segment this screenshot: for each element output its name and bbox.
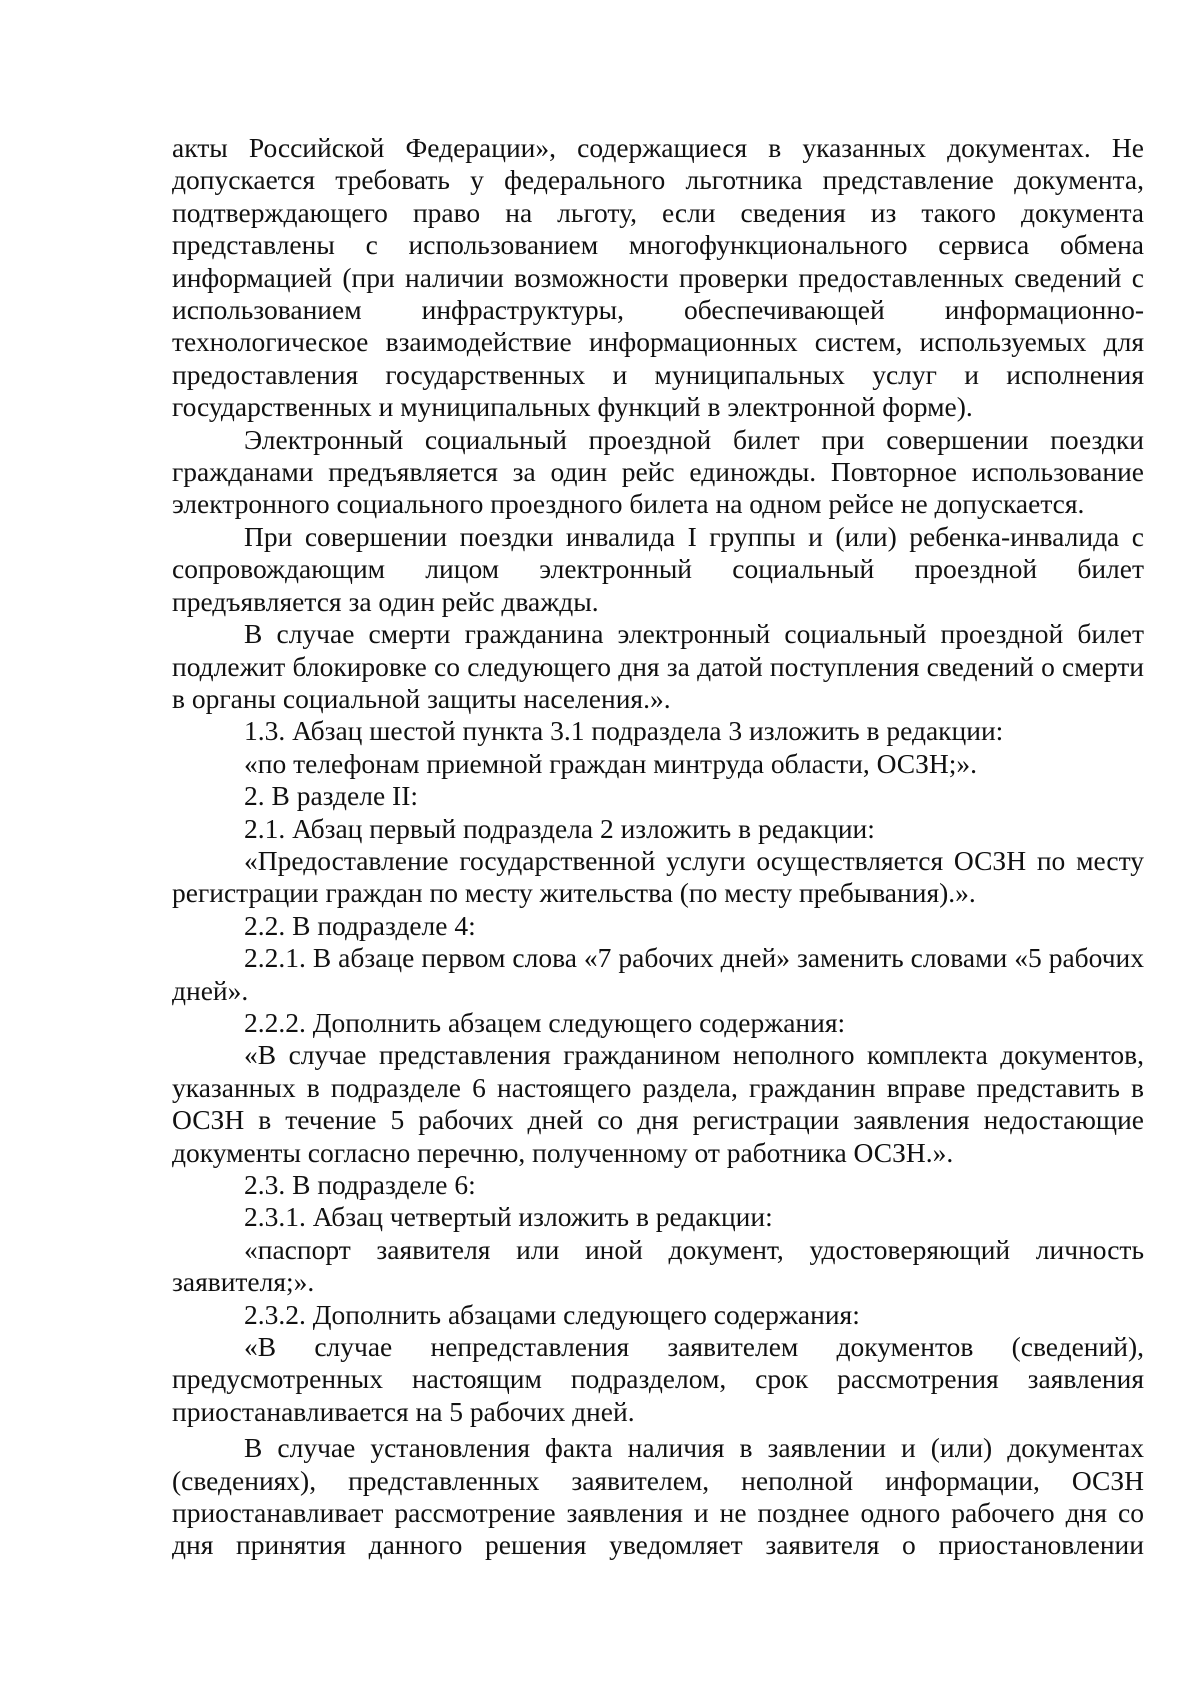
paragraph-12: 2.2.2. Дополнить абзацем следующего содержания: bbox=[244, 1006, 846, 1038]
paragraph-18: «В случае непредставления заявителем документов (сведений), предусмотренных настоящим подразделом, срок рассмотрения заявления приостанавливается на 5 рабочих дней. bbox=[172, 1331, 1144, 1427]
paragraph-7: 2. В разделе II: bbox=[244, 780, 418, 812]
paragraph-9: «Предоставление государственной услуги осуществляется ОСЗН по месту регистрации граждан по месту жительства (по месту пребывания).». bbox=[172, 844, 1144, 909]
paragraph-16: «паспорт заявителя или иной документ, удостоверяющий личность заявителя;». bbox=[172, 1233, 1144, 1298]
paragraph-19: В случае установления факта наличия в заявлении и (или) документах (сведениях), представленных заявителем, неполной информации, ОСЗН приостанавливает рассмотрение заявления и не позднее одного рабочего дня со дня принятия данного решения уведомляет заявителя о приостановлении bbox=[172, 1432, 1144, 1561]
paragraph-10: 2.2. В подразделе 4: bbox=[244, 909, 476, 941]
paragraph-15: 2.3.1. Абзац четвертый изложить в редакции: bbox=[244, 1201, 773, 1233]
paragraph-11: 2.2.1. В абзаце первом слова «7 рабочих дней» заменить словами «5 рабочих дней». bbox=[172, 942, 1144, 1006]
paragraph-6: «по телефонам приемной граждан минтруда области, ОСЗН;». bbox=[244, 747, 978, 779]
paragraph-1: акты Российской Федерации», содержащиеся в указанных документах. Не допускается требовать у федерального льготника представление документа, подтверждающего право на льготу, если сведения из такого документа представлены с использованием многофункционального сервиса обмена информацией (при наличии возможности проверки предоставленных сведений с использованием инфраструктуры, обеспечивающей информационно-технологическое взаимодействие информационных систем, используемых для предоставления государственных и муниципальных услуг и исполнения государственных и муниципальных функций в электронной форме). bbox=[172, 132, 1144, 423]
paragraph-2: Электронный социальный проездной билет при совершении поездки гражданами предъявляется за один рейс единожды. Повторное использование электронного социального проездного билета на одном рейсе не допускается. bbox=[172, 423, 1144, 520]
paragraph-5: 1.3. Абзац шестой пункта 3.1 подраздела 3 изложить в редакции: bbox=[244, 715, 1004, 747]
paragraph-8: 2.1. Абзац первый подраздела 2 изложить в редакции: bbox=[244, 812, 875, 844]
paragraph-17: 2.3.2. Дополнить абзацами следующего содержания: bbox=[244, 1298, 860, 1330]
paragraph-14: 2.3. В подразделе 6: bbox=[244, 1169, 476, 1200]
paragraph-4: В случае смерти гражданина электронный социальный проездной билет подлежит блокировке со следующего дня за датой поступления сведений о смерти в органы социальной защиты населения.». bbox=[172, 618, 1144, 714]
document-body bbox=[172, 132, 1144, 1562]
paragraph-3: При совершении поездки инвалида I группы и (или) ребенка-инвалида с сопровождающим лицом электронный социальный проездной билет предъявляется за один рейс дважды. bbox=[172, 520, 1144, 617]
paragraph-13: «В случае представления гражданином неполного комплекта документов, указанных в подразделе 6 настоящего раздела, гражданин вправе представить в ОСЗН в течение 5 рабочих дней со дня регистрации заявления недостающие документы согласно перечню, полученному от работника ОСЗН.». bbox=[172, 1039, 1144, 1168]
